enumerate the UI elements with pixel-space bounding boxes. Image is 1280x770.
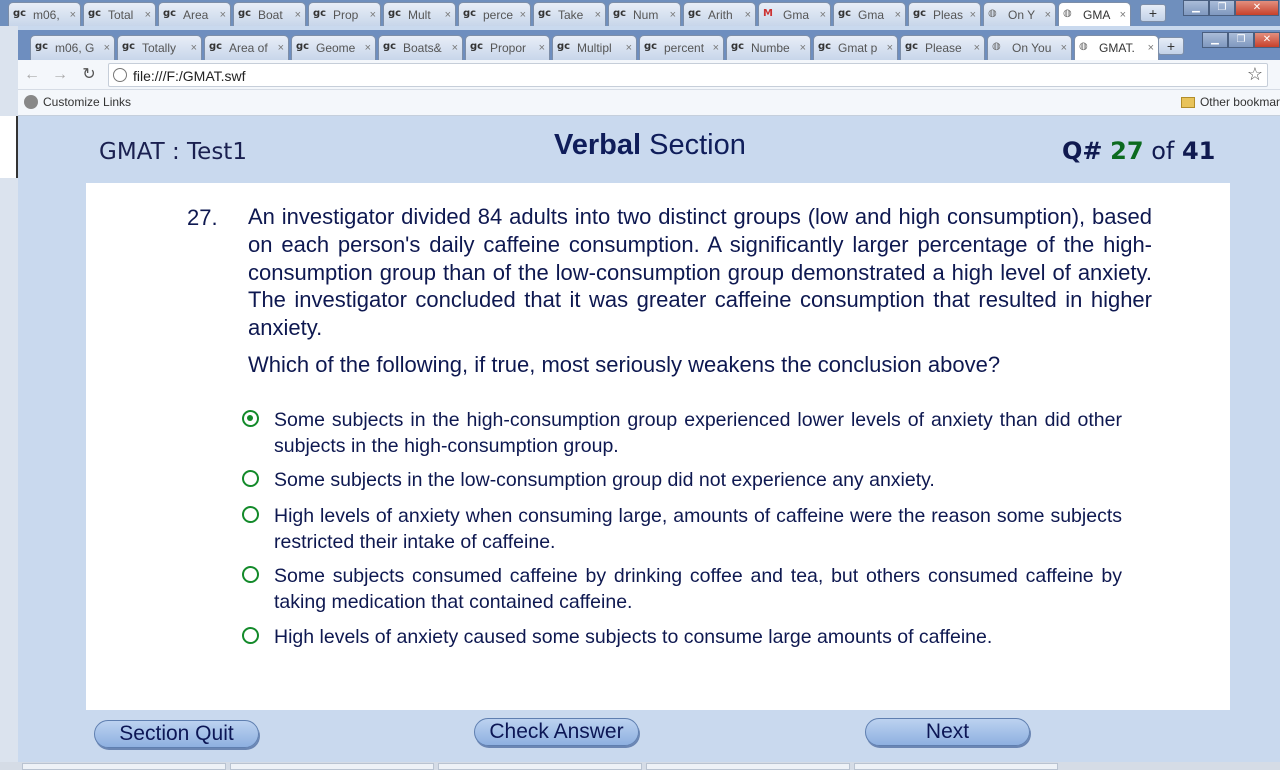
tab-close-icon[interactable]: × (369, 8, 376, 21)
tab-label: Mult (408, 7, 431, 22)
tab-inner-8[interactable] (726, 35, 811, 60)
tab-outer-0[interactable] (8, 2, 81, 26)
tab-close-icon[interactable]: × (712, 42, 719, 54)
maximize-icon[interactable]: ❐ (1209, 0, 1235, 16)
gmatclub-icon: gc (905, 41, 919, 52)
gmatclub-icon: gc (238, 7, 252, 19)
tab-label: GMA (1083, 7, 1111, 22)
tab-close-icon[interactable]: × (538, 42, 545, 54)
answer-option-e[interactable] (242, 624, 1122, 650)
outer-new-tab-button[interactable]: + (1140, 4, 1166, 22)
tab-inner-7[interactable] (639, 35, 724, 60)
gmatclub-icon: gc (35, 41, 49, 52)
tab-close-icon[interactable]: × (594, 8, 601, 21)
tab-label: Boats& (403, 41, 442, 55)
tab-label: Geome (316, 41, 356, 55)
tab-outer-12[interactable] (908, 2, 981, 26)
gmatclub-icon: gc (731, 41, 745, 52)
tab-label: Num (633, 7, 659, 22)
answer-option-c[interactable] (242, 503, 1122, 555)
tab-label: Gma (783, 7, 810, 22)
tab-inner-2[interactable] (204, 35, 289, 60)
tab-close-icon[interactable]: × (625, 42, 632, 54)
tab-label: Gma (858, 7, 885, 22)
tab-label: Take (558, 7, 584, 22)
tab-close-icon[interactable]: × (819, 8, 826, 21)
back-arrow-icon[interactable]: ← (24, 66, 40, 83)
gmatclub-icon: gc (838, 7, 852, 19)
tab-outer-4[interactable] (308, 2, 381, 26)
tab-label: Propor (490, 41, 527, 55)
tab-close-icon[interactable]: × (744, 8, 751, 21)
tab-inner-10[interactable] (900, 35, 985, 60)
tab-label: perce (483, 7, 514, 22)
tab-close-icon[interactable]: × (144, 8, 151, 21)
tab-close-icon[interactable]: × (451, 42, 458, 54)
tab-outer-3[interactable] (233, 2, 306, 26)
tab-outer-6[interactable] (458, 2, 531, 26)
tab-outer-8[interactable] (608, 2, 681, 26)
minimize-icon[interactable]: ▁ (1202, 32, 1228, 48)
outer-tab-strip (0, 0, 1280, 26)
taskbar-item[interactable] (438, 763, 642, 770)
close-window-icon[interactable]: ✕ (1235, 0, 1279, 16)
tab-inner-1[interactable] (117, 35, 202, 60)
gmatclub-icon: gc (538, 7, 552, 19)
tab-label: m06, (33, 7, 60, 22)
question-passage: An investigator divided 84 adults into two distinct groups (low and high consumption), based on each person's daily caffeine consumption. A significantly larger percentage of the high-consumption group than of the low-consumption group demonstrated a high level of anxiety. The investigator concluded that it was greater caffeine consumption that resulted in higher anxiety. (248, 204, 1152, 341)
tab-close-icon[interactable]: × (444, 8, 451, 21)
gmatclub-icon: gc (383, 41, 397, 52)
gmatclub-icon: gc (818, 41, 832, 52)
tab-label: m06, G (55, 41, 95, 55)
question-counter-prefix: Q# (1062, 137, 1103, 165)
question-total-number: 41 (1181, 137, 1216, 165)
tab-close-icon[interactable]: × (886, 42, 893, 54)
tab-label: Gmat p (838, 41, 878, 55)
outer-window-controls (1183, 0, 1279, 16)
tab-close-icon[interactable]: × (1119, 8, 1126, 21)
globe-icon: ◍ (992, 41, 1001, 52)
taskbar-item[interactable] (646, 763, 850, 770)
tab-close-icon[interactable]: × (969, 8, 976, 21)
tab-close-icon[interactable]: × (103, 42, 110, 54)
radio-button[interactable] (242, 627, 259, 644)
answer-option-a[interactable] (242, 407, 1122, 459)
browser-toolbar (18, 60, 1280, 90)
tab-close-icon[interactable]: × (219, 8, 226, 21)
tab-label: Totally (142, 41, 177, 55)
gmatclub-icon: gc (122, 41, 136, 52)
bookmark-customize-links[interactable] (24, 95, 131, 109)
gmatclub-icon: gc (13, 7, 27, 19)
answer-option-d[interactable] (242, 563, 1122, 615)
tab-label: GMAT. (1099, 41, 1135, 55)
question-number: 27. (187, 205, 218, 230)
tab-outer-7[interactable] (533, 2, 606, 26)
tab-outer-11[interactable] (833, 2, 906, 26)
tab-label: Total (108, 7, 134, 22)
globe-icon (24, 95, 38, 109)
other-bookmarks[interactable] (1181, 95, 1280, 109)
tab-close-icon[interactable]: × (69, 8, 76, 21)
tab-close-icon[interactable]: × (364, 42, 371, 54)
next-button[interactable]: Next (865, 718, 1030, 746)
answer-option-text: Some subjects in the high-consumption group experienced lower levels of anxiety than did other subjects in the high-consumption group. (274, 409, 1122, 457)
tab-label: Arith (708, 7, 733, 22)
tab-label: Pleas (933, 7, 964, 22)
tab-close-icon[interactable]: × (1147, 42, 1154, 54)
tab-close-icon[interactable]: × (294, 8, 301, 21)
answer-option-text: Some subjects in the low-consumption group did not experience any anxiety. (274, 469, 935, 491)
gmatclub-icon: gc (613, 7, 627, 19)
gmatclub-icon: gc (644, 41, 658, 52)
test-stage (18, 117, 1280, 770)
bookmark-label: Customize Links (43, 95, 132, 109)
tab-label: Area (183, 7, 209, 22)
section-title-bold: Verbal (554, 129, 642, 161)
tab-inner-9[interactable] (813, 35, 898, 60)
tab-close-icon[interactable]: × (190, 42, 197, 54)
inner-browser-window (18, 30, 1280, 770)
close-window-icon[interactable]: ✕ (1254, 32, 1280, 48)
gmatclub-icon: gc (88, 7, 102, 19)
tab-label: Multipl (577, 41, 612, 55)
reload-icon[interactable]: ↻ (82, 66, 96, 83)
tab-close-icon[interactable]: × (1060, 42, 1067, 54)
tab-label: Area of (229, 41, 268, 55)
gmatclub-icon: gc (388, 7, 402, 19)
tab-close-icon[interactable]: × (519, 8, 526, 21)
answer-option-text: High levels of anxiety caused some subjects to consume large amounts of caffeine. (274, 626, 993, 648)
radio-button[interactable] (242, 470, 259, 487)
answer-option-text: Some subjects consumed caffeine by drinking coffee and tea, but others consumed caffeine by taking medication that contained caffeine. (274, 565, 1122, 613)
question-current-number: 27 (1110, 137, 1144, 165)
gmatclub-icon: gc (313, 7, 327, 19)
tab-inner-0[interactable] (30, 35, 115, 60)
address-url: file:///F:/GMAT.swf (133, 68, 246, 84)
bookmark-star-icon[interactable]: ☆ (1246, 64, 1263, 84)
tab-outer-13[interactable] (983, 2, 1056, 26)
test-name: GMAT : Test1 (99, 139, 247, 165)
other-bookmarks-label: Other bookmar (1199, 95, 1280, 109)
gmatclub-icon: gc (470, 41, 484, 52)
tab-outer-5[interactable] (383, 2, 456, 26)
radio-button[interactable] (242, 410, 259, 427)
tab-label: Prop (333, 7, 359, 22)
inner-tab-strip (18, 30, 1280, 60)
gmatclub-icon: gc (557, 41, 571, 52)
tab-close-icon[interactable]: × (894, 8, 901, 21)
inner-window-controls (1202, 32, 1280, 48)
answer-option-b[interactable] (242, 467, 1122, 493)
gmatclub-icon: gc (688, 7, 702, 19)
page-globe-icon (113, 68, 127, 82)
gmatclub-icon: gc (163, 7, 177, 19)
forward-arrow-icon[interactable]: → (52, 66, 68, 83)
tab-close-icon[interactable]: × (277, 42, 284, 54)
radio-button[interactable] (242, 506, 259, 523)
tab-label: On Y (1008, 7, 1036, 22)
answer-option-text: High levels of anxiety when consuming large, amounts of caffeine were the reason some subjects restricted their intake of caffeine. (274, 505, 1122, 553)
question-stem: Which of the following, if true, most seriously weakens the conclusion above? (248, 352, 1001, 377)
taskbar-item[interactable] (22, 763, 226, 770)
tab-label: On You (1012, 41, 1052, 55)
gmatclub-icon: gc (209, 41, 223, 52)
check-answer-button[interactable]: Check Answer (474, 718, 639, 746)
tab-label: percent (664, 41, 705, 55)
bookmarks-bar (18, 90, 1280, 116)
tab-close-icon[interactable]: × (799, 42, 806, 54)
tab-inner-5[interactable] (465, 35, 550, 60)
tab-inner-4[interactable] (378, 35, 463, 60)
minimize-icon[interactable]: ▁ (1183, 0, 1209, 16)
tab-outer-2[interactable] (158, 2, 231, 26)
gmatclub-icon: gc (296, 41, 310, 52)
tab-inner-3[interactable] (291, 35, 376, 60)
tab-outer-1[interactable] (83, 2, 156, 26)
section-title (554, 129, 746, 162)
tab-label: Numbe (751, 41, 790, 55)
question-counter (1062, 137, 1215, 165)
inner-new-tab-button[interactable]: + (1158, 37, 1184, 55)
tab-label: Boat (258, 7, 283, 22)
tab-outer-9[interactable] (683, 2, 756, 26)
taskbar-item[interactable] (230, 763, 434, 770)
question-counter-of: of (1151, 137, 1175, 165)
gmatclub-icon: gc (913, 7, 927, 19)
bottom-taskbar-strip (0, 762, 1280, 770)
tab-inner-12[interactable] (1074, 35, 1159, 60)
globe-icon: ◍ (1063, 7, 1072, 19)
globe-icon: ◍ (988, 7, 997, 19)
tab-inner-11[interactable] (987, 35, 1072, 60)
tab-close-icon[interactable]: × (973, 42, 980, 54)
tab-outer-14[interactable] (1058, 2, 1131, 26)
section-title-rest: Section (641, 129, 746, 161)
maximize-icon[interactable]: ❐ (1228, 32, 1254, 48)
tab-outer-10[interactable] (758, 2, 831, 26)
tab-close-icon[interactable]: × (669, 8, 676, 21)
globe-icon: ◍ (1079, 41, 1088, 52)
window-fragment (0, 116, 18, 178)
tab-close-icon[interactable]: × (1044, 8, 1051, 21)
radio-button[interactable] (242, 566, 259, 583)
gmail-icon: M (763, 7, 773, 19)
taskbar-item[interactable] (854, 763, 1058, 770)
gmatclub-icon: gc (463, 7, 477, 19)
section-quit-button[interactable]: Section Quit (94, 720, 259, 748)
folder-icon (1181, 97, 1195, 108)
tab-label: Please (925, 41, 962, 55)
left-window-edge (0, 26, 18, 770)
tab-inner-6[interactable] (552, 35, 637, 60)
address-bar[interactable] (108, 63, 1268, 87)
question-panel (86, 183, 1230, 710)
